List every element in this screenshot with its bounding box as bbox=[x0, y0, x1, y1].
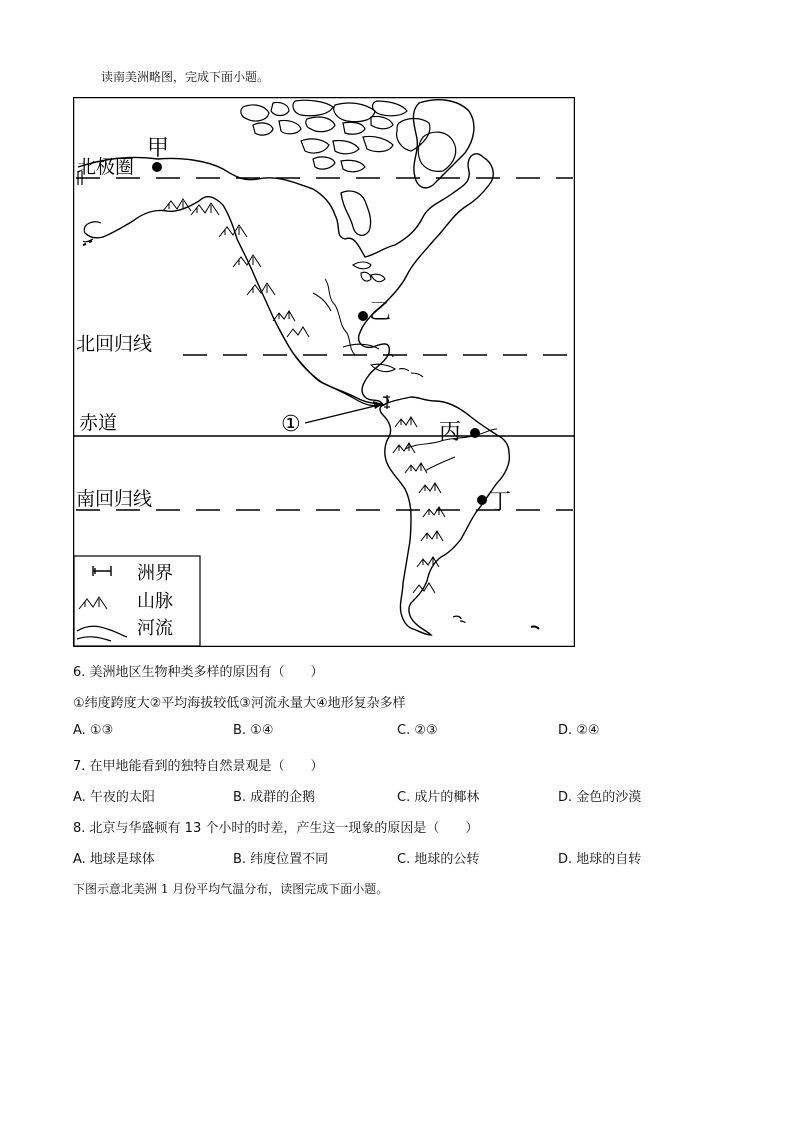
q7-option-a[interactable]: A. 午夜的太阳 bbox=[73, 790, 155, 805]
point-jia bbox=[152, 162, 162, 172]
label-ding: 丁 bbox=[489, 490, 512, 515]
q6-statements: ①纬度跨度大②平均海拔较低③河流永量大④地形复杂多样 bbox=[73, 696, 406, 711]
q8-option-a[interactable]: A. 地球是球体 bbox=[73, 852, 155, 867]
q7-stem: 7. 在甲地能看到的独特自然景观是（ ） bbox=[73, 759, 324, 774]
q6-option-d[interactable]: D. ②④ bbox=[558, 723, 600, 738]
americas-map bbox=[73, 97, 575, 647]
q8-stem: 8. 北京与华盛顿有 13 个小时的时差，产生这一现象的原因是（ ） bbox=[73, 821, 479, 836]
marker-one: ① bbox=[281, 412, 301, 437]
legend-mountain-label: 山脉 bbox=[137, 591, 173, 612]
q6-stem: 6. 美洲地区生物种类多样的原因有（ ） bbox=[73, 665, 324, 680]
q7-option-b[interactable]: B. 成群的企鹅 bbox=[233, 790, 316, 805]
intro-text-2: 下图示意北美洲 1 月份平均气温分布，读图完成下面小题。 bbox=[73, 882, 389, 896]
intro-text-1: 读南美洲略图，完成下面小题。 bbox=[101, 70, 270, 84]
q8-option-b[interactable]: B. 纬度位置不同 bbox=[233, 852, 329, 867]
legend-boundary-label: 洲界 bbox=[137, 563, 173, 584]
q8-option-c[interactable]: C. 地球的公转 bbox=[397, 852, 480, 867]
tropic-cancer-label: 北回归线 bbox=[76, 333, 153, 355]
q7-option-c[interactable]: C. 成片的椰林 bbox=[397, 790, 480, 805]
q8-option-d[interactable]: D. 地球的自转 bbox=[558, 852, 642, 867]
tropic-capricorn-label: 南回归线 bbox=[76, 488, 153, 510]
q6-option-b[interactable]: B. ①④ bbox=[233, 723, 274, 738]
point-ding bbox=[477, 495, 487, 505]
point-yi bbox=[358, 311, 368, 321]
arctic-circle-label: 北极圈 bbox=[77, 156, 135, 178]
point-bing bbox=[470, 428, 480, 438]
map-legend bbox=[74, 556, 200, 646]
label-yi: 乙 bbox=[369, 300, 392, 325]
label-jia: 甲 bbox=[147, 136, 170, 161]
q6-option-a[interactable]: A. ①③ bbox=[73, 723, 114, 738]
equator-label: 赤道 bbox=[79, 412, 118, 434]
q6-option-c[interactable]: C. ②③ bbox=[397, 723, 438, 738]
legend-river-label: 河流 bbox=[137, 618, 173, 639]
label-bing: 丙 bbox=[439, 420, 462, 445]
q7-option-d[interactable]: D. 金色的沙漠 bbox=[558, 790, 642, 805]
